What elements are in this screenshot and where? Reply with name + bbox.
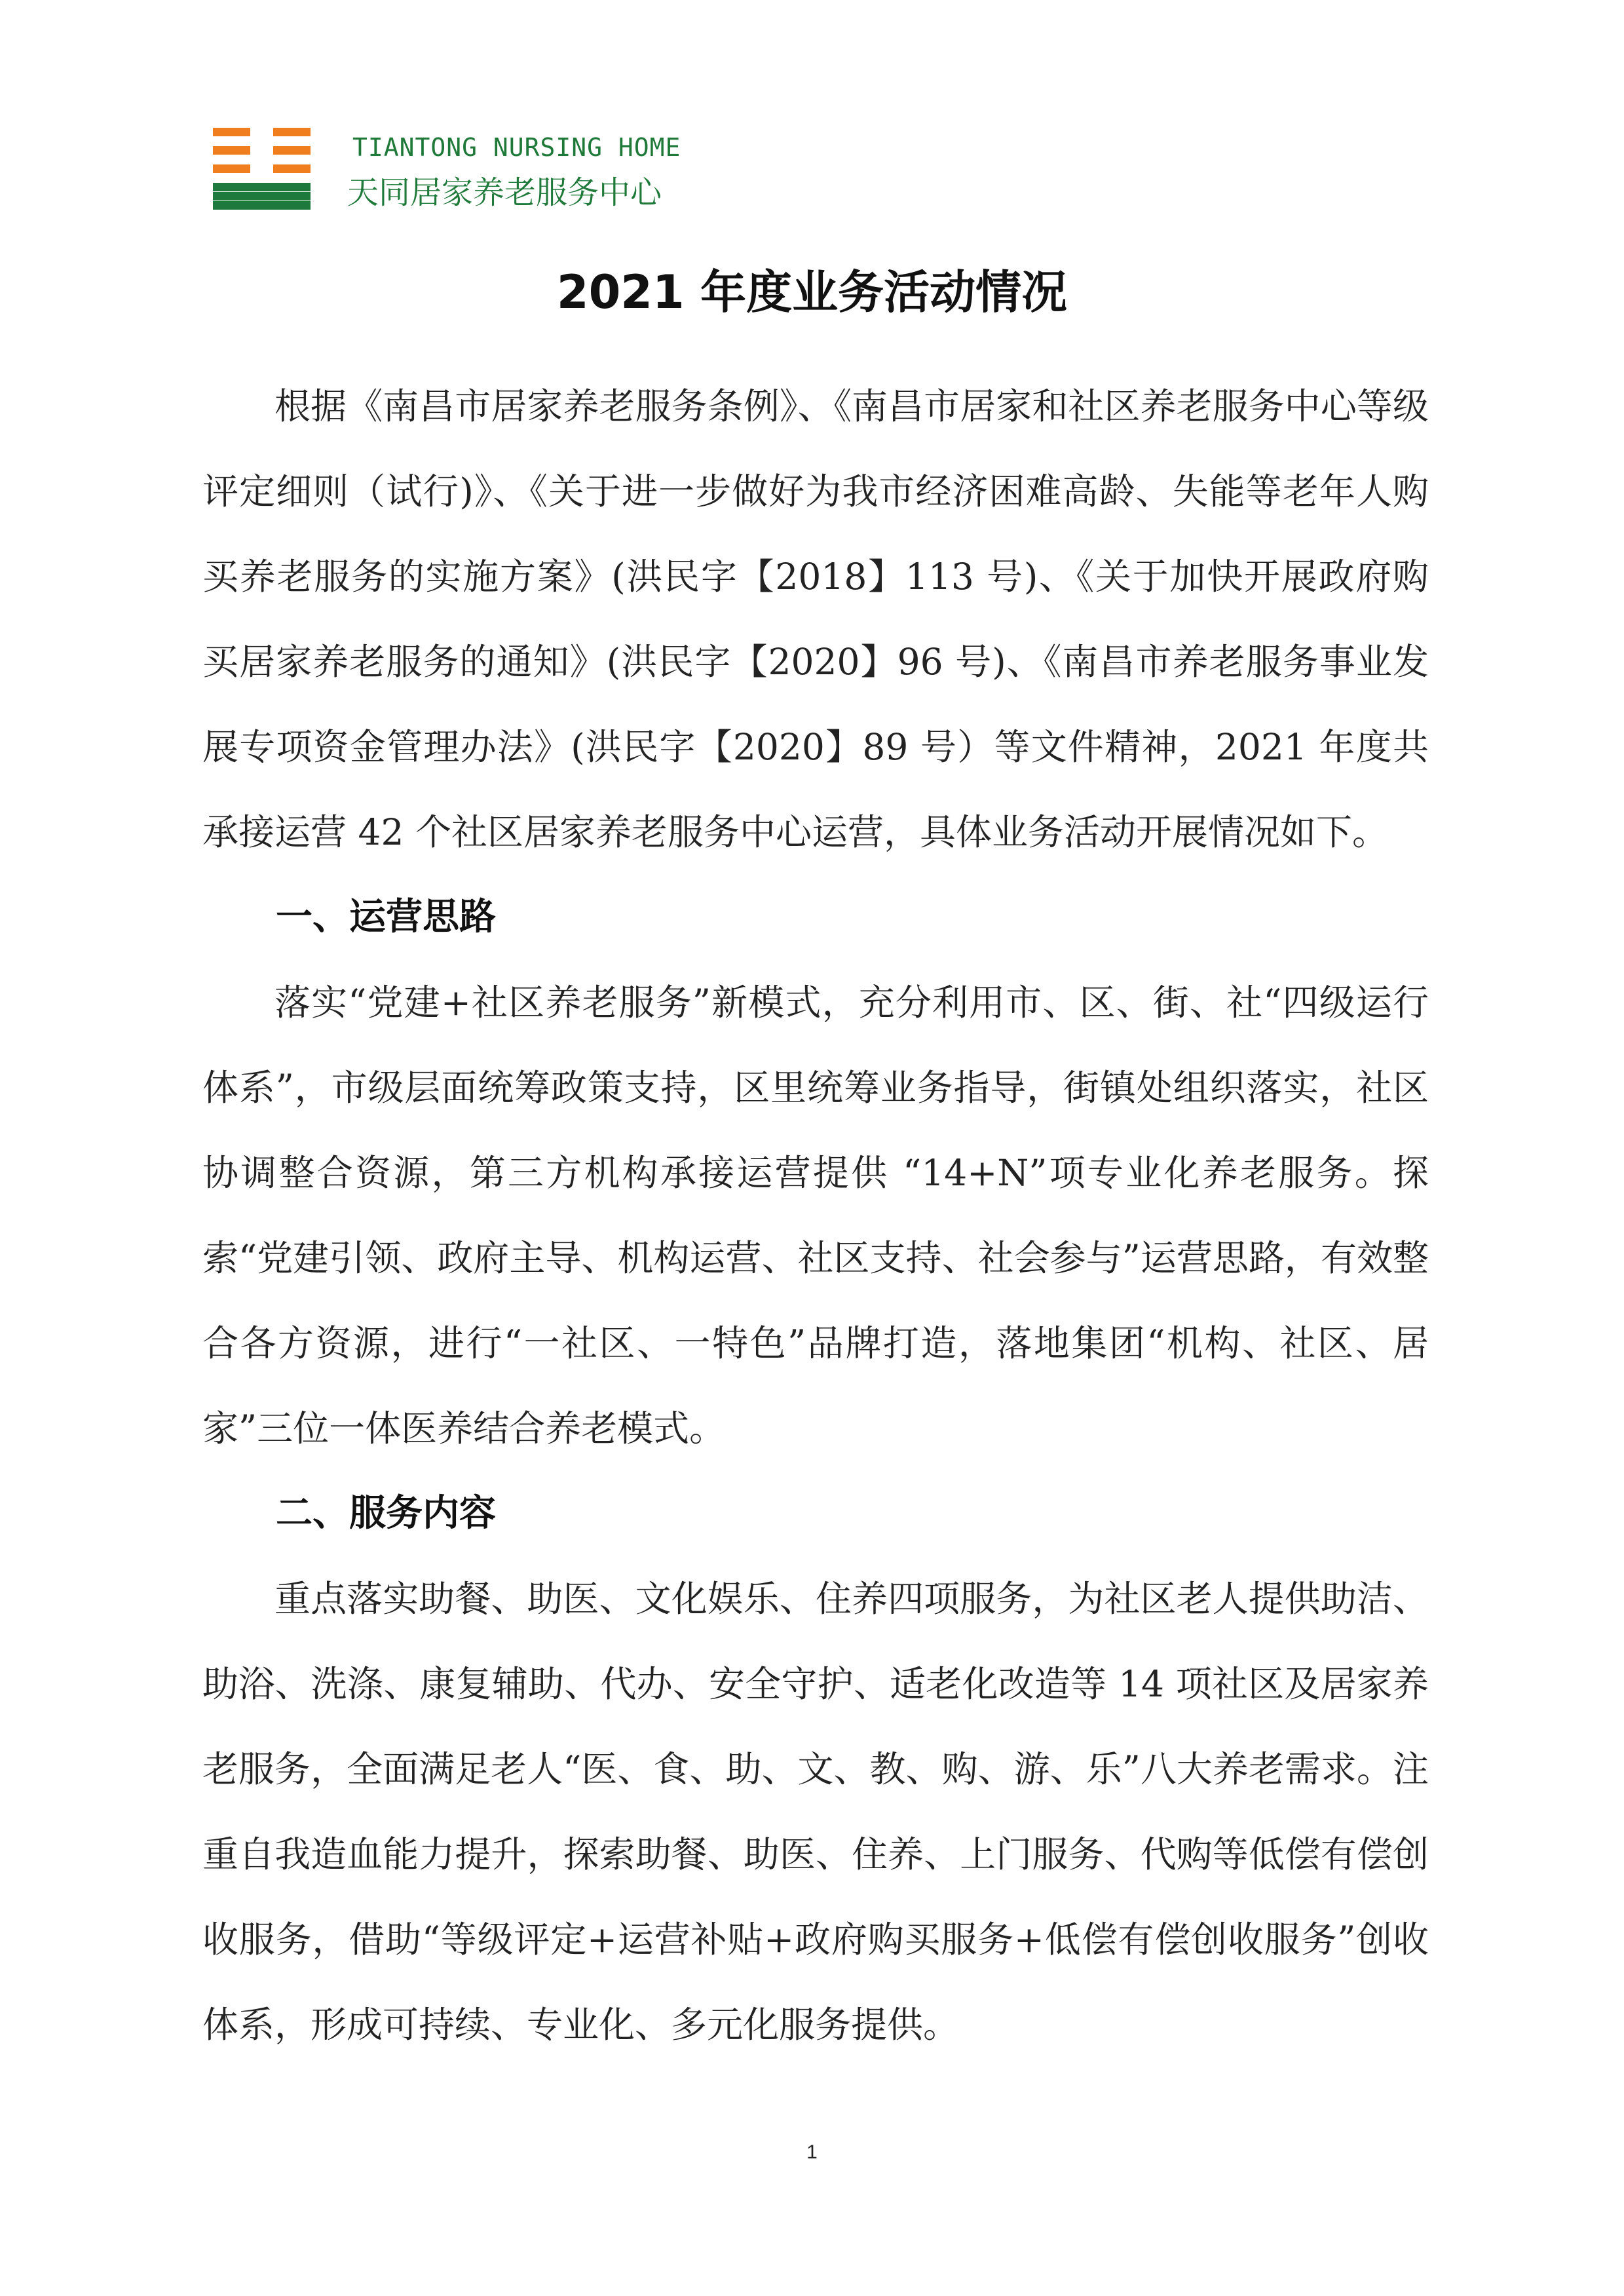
document-body xyxy=(202,364,1429,2067)
logo-chinese-name: 天同居家养老服务中心 xyxy=(347,174,662,211)
intro-paragraph: 根据《南昌市居家养老服务条例》、《南昌市居家和社区养老服务中心等级评定细则（试行)》、《关于进一步做好为我市经济困难高龄、失能等老年人购买养老服务的实施方案》(洪民字【2018】113 号)、《关于加快开展政府购买居家养老服务的通知》(洪民字【2020】96 号)、《南昌市养老服务事业发展专项资金管理办法》(洪民字【2020】89 号）等文件精神，2021 年度共承接运营 42 个社区居家养老服务中心运营，具体业务活动开展情况如下。 xyxy=(202,385,1429,853)
page-number: 1 xyxy=(806,2141,818,2163)
section-heading-services: 二、服务内容 xyxy=(276,1492,496,1535)
section-heading-operations: 一、运营思路 xyxy=(276,896,496,938)
operations-paragraph: 落实“党建+社区养老服务”新模式，充分利用市、区、街、社“四级运行体系”，市级层面统筹政策支持，区里统筹业务指导，街镇处组织落实，社区协调整合资源，第三方机构承接运营提供 “14+N”项专业化养老服务。探索“党建引领、政府主导、机构运营、社区支持、社会参与”运营思路，有效整合各方资源，进行“一社区、一特色”品牌打造，落地集团“机构、社区、居家”三位一体医养结合养老模式。 xyxy=(202,982,1429,1449)
logo-icon xyxy=(213,128,314,210)
document-title: 2021 年度业务活动情况 xyxy=(556,265,1068,319)
services-paragraph: 重点落实助餐、助医、文化娱乐、住养四项服务，为社区老人提供助洁、助浴、洗涤、康复辅助、代办、安全守护、适老化改造等 14 项社区及居家养老服务，全面满足老人“医、食、助、文、教、购、游、乐”八大养老需求。注重自我造血能力提升，探索助餐、助医、住养、上门服务、代购等低偿有偿创收服务，借助“等级评定+运营补贴+政府购买服务+低偿有偿创收服务”创收体系，形成可持续、专业化、多元化服务提供。 xyxy=(202,1578,1429,2046)
logo-english-name: TIANTONG NURSING HOME xyxy=(352,133,681,162)
